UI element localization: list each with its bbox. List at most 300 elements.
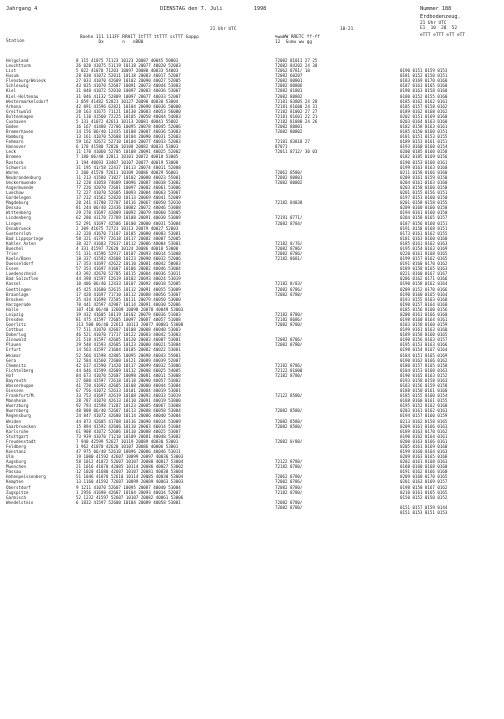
station-name: Saarbruecken bbox=[6, 423, 36, 429]
soil-row: 0185 0150 0160 0151 bbox=[400, 129, 448, 135]
station-name: Leck bbox=[6, 149, 16, 155]
soil-row: 0181 0163 0160 0160 bbox=[400, 235, 448, 241]
station-name: Emden bbox=[6, 124, 19, 130]
synop-row: 72182 8780/ bbox=[275, 464, 303, 470]
observation-row: 13 1160 41592 72607 10099 20089 40063 53003 bbox=[76, 479, 184, 485]
soil-row: 0199 0160 0164 0163 bbox=[400, 449, 448, 455]
soil-row: 0150 0152 0150 0152 bbox=[400, 494, 448, 500]
synop-row: 72122 8780/ bbox=[275, 459, 303, 465]
soil-row: 0191 0160 0170 0162 bbox=[400, 261, 448, 267]
data-column-header: Boehe 111 111FF RRHIT 1tTTT ttTTT ssTTT Gappp bbox=[80, 35, 199, 40]
synop-row: 72182 8681/ bbox=[275, 256, 303, 262]
synop-row: 72182 8686/ bbox=[275, 316, 303, 322]
station-name: Hannover bbox=[6, 144, 26, 150]
station-name: Arkona bbox=[6, 103, 21, 109]
station-names bbox=[6, 58, 76, 505]
station-name: Fichtelberg bbox=[6, 367, 34, 373]
observation-row: 73 939 41070 71210 10109 20081 40048 53002 bbox=[76, 433, 181, 439]
soil-row: 0200 0185 0160 0158 bbox=[400, 149, 448, 155]
soil-row: 0183 0158 0160 0159 bbox=[400, 322, 448, 328]
synop-row: 72082 80801 bbox=[275, 78, 303, 84]
synop-row: 72062 8781/ 10 bbox=[275, 68, 310, 74]
station-name: Angermuende bbox=[6, 184, 34, 190]
observation-row: 11 213 41580 71827 10102 20080 40023 55001 bbox=[76, 174, 181, 180]
soil-temperatures bbox=[400, 58, 500, 515]
station-name: Bad Salzuflen bbox=[6, 276, 39, 282]
station-name: Regensburg bbox=[6, 413, 31, 419]
station-name: Schleswig bbox=[6, 83, 29, 89]
observation-row: 6 1832 41597 52600 10104 20089 40058 53001 bbox=[76, 499, 181, 505]
soil-row: 0190 0165 0163 0152 bbox=[400, 372, 448, 378]
right-time: 21 Uhr UTC bbox=[420, 21, 447, 26]
synop-row: 72182 8/76/ bbox=[275, 240, 303, 246]
soil-row: 0205 0161 0169 0160 bbox=[400, 443, 448, 449]
soil-row: 0199 0163 0163 0160 bbox=[400, 164, 448, 170]
observation-row: 17 353 41697 42622 10110 20081 40042 50003 bbox=[76, 261, 181, 267]
observation-row: 47 975 06/40 52610 10096 20086 40046 53011 bbox=[76, 449, 181, 455]
station-name: Augsburg bbox=[6, 459, 26, 465]
observation-row: 51 1046 41070 52610 10114 20085 40030 53004 bbox=[76, 474, 184, 480]
synop-row: 72082 8780/ bbox=[275, 504, 303, 510]
synop-row: 72191 8771/ bbox=[275, 215, 303, 221]
observation-time: 21 Uhr UTC bbox=[210, 27, 237, 32]
station-name: Dessau bbox=[6, 205, 21, 211]
observation-row: 42 091 41596 62821 10104 20090 40036 50000 bbox=[76, 103, 181, 109]
soil-row: 0213 0162 0158 0165 bbox=[400, 418, 448, 424]
station-name: Zugspitze bbox=[6, 489, 29, 495]
synop-row: 72181 83818 27 bbox=[275, 139, 310, 145]
station-name: Nuernberg bbox=[6, 408, 29, 414]
soil-row: 0189 0158 0165 0163 bbox=[400, 266, 448, 272]
synop-row: 72082 8786/ bbox=[275, 337, 303, 343]
station-name: Kiel bbox=[6, 88, 16, 94]
synop-row: 72062 8580/ bbox=[275, 169, 303, 175]
soil-row: 0194 0161 0160 0150 bbox=[400, 210, 448, 216]
station-name: Weiden bbox=[6, 418, 21, 424]
station-name: Kempten bbox=[6, 479, 24, 485]
station-name: Cuxhaven bbox=[6, 118, 26, 124]
station-name: Wendelstein bbox=[6, 499, 34, 505]
station-name: List bbox=[6, 68, 16, 74]
observation-row: 33 753 41697 42619 10108 20092 40033 53019 bbox=[76, 393, 181, 399]
station-name: Gardelegen bbox=[6, 195, 31, 201]
soil-row: 0182 0185 0169 0156 bbox=[400, 154, 448, 160]
observation-row: 18 337 41592 42608 10123 20090 40032 52006 bbox=[76, 256, 181, 262]
observation-row: 31 046 41132 52809 10097 20077 40033 52007 bbox=[76, 93, 181, 99]
synop-row: 72082 8/80/ bbox=[275, 438, 303, 444]
soil-row: 0185 0156 0160 0156 bbox=[400, 306, 448, 312]
soil-row: 0193 0158 0158 0163 bbox=[400, 377, 448, 383]
synop-row: 72082 80806 bbox=[275, 83, 303, 89]
station-name: Braunlage bbox=[6, 291, 29, 297]
soil-row: 0190 0162 0166 0162 bbox=[400, 357, 448, 363]
station-column-header: Station bbox=[6, 39, 25, 44]
observation-row: 81 475 41597 72605 10097 20087 40057 51008 bbox=[76, 316, 181, 322]
observation-row: 14 156 06/40 12435 10108 20087 40036 53003 bbox=[76, 129, 181, 135]
observation-row: 38 327 41683 72637 10112 20086 40004 53001 bbox=[76, 240, 181, 246]
station-name: Dresden bbox=[6, 316, 24, 322]
observation-row: 57 353 41697 41607 10106 20082 40046 53004 bbox=[76, 266, 181, 272]
soil-row: 0183 0169 0170 0160 bbox=[400, 78, 448, 84]
station-name: Erfurt bbox=[6, 347, 21, 353]
soil-row: 0202 0151 0169 0160 bbox=[400, 113, 448, 119]
observation-row: 92 793 41598 71207 10123 20085 40067 53008 bbox=[76, 403, 181, 409]
observation-row: 45 425 41680 52615 10112 20091 40055 53009 bbox=[76, 286, 181, 292]
station-name: Ulm bbox=[6, 454, 14, 460]
station-name: Gera bbox=[6, 357, 16, 363]
synop-row: 72082 8786/ bbox=[275, 245, 303, 251]
soil-row: 0189 0153 0161 0151 bbox=[400, 139, 448, 145]
report-date: DIENSTAG den 7. Juli 1998 bbox=[160, 6, 267, 12]
station-name: Trier bbox=[6, 250, 19, 256]
station-name: Guetersloh bbox=[6, 230, 31, 236]
synop-row: 72182 8780/ bbox=[275, 372, 303, 378]
observation-row: 46 521 41070 71717 10122 20083 40042 53003 bbox=[76, 332, 181, 338]
synop-row: 72182 81880 24 26 bbox=[275, 118, 318, 124]
soil-row: 0190 0163 0158 0160 bbox=[400, 88, 448, 94]
synop-row: 72082 8780/ bbox=[275, 322, 303, 328]
observation-row: 21 1016 41070 42005 10114 20086 40027 53002 bbox=[76, 464, 184, 470]
soil-row: 0189 0158 0160 0165 bbox=[400, 332, 448, 338]
soil-row: 0199 0161 0163 0160 bbox=[400, 327, 448, 333]
station-name: Kiel-Holtenau bbox=[6, 93, 39, 99]
station-name: Kassel bbox=[6, 281, 21, 287]
observation-row: 12 220 41058 74609 10096 20087 40038 53002 bbox=[76, 179, 181, 185]
synop-row: 72122 8580/ bbox=[275, 393, 303, 399]
soil-row: 0209 0160 0170 0165 bbox=[400, 474, 448, 480]
soil-row: 0184 0151 0165 0169 bbox=[400, 352, 448, 358]
observation-row: 32 320 41670 71107 10105 20080 40003 53001 bbox=[76, 230, 181, 236]
observation-row: 9 1211 41070 52607 10095 20087 40040 53004 bbox=[76, 484, 181, 490]
synop-row: 72082 8780/ bbox=[275, 484, 303, 490]
station-name: Leipzig bbox=[6, 311, 24, 317]
synop-row: 72082 8780/ bbox=[275, 342, 303, 348]
synop-row: 72082 80802 bbox=[275, 179, 303, 185]
synop-row: 72082 81801 bbox=[275, 88, 303, 94]
station-name: Wasserkuppe bbox=[6, 383, 34, 388]
synop-row: 72082 8580/ bbox=[275, 423, 303, 429]
station-name: Luedenscheid bbox=[6, 271, 36, 277]
station-name: Neubrandenburg bbox=[6, 174, 41, 180]
soil-row: 0187 0163 0165 0160 bbox=[400, 83, 448, 89]
station-name: Brocken bbox=[6, 296, 24, 302]
soil-row: 0185 0155 0160 0154 bbox=[400, 393, 448, 399]
observation-row: 21 518 41597 42605 10120 20083 40007 53001 bbox=[76, 337, 181, 343]
observation-row: 77 226 42070 72601 10097 20082 40061 53006 bbox=[76, 184, 181, 190]
data-column-subheader: Dx n nBB0 bbox=[80, 40, 144, 45]
observation-row: 5 131 41072 42613 10113 20081 40041 55002 bbox=[76, 118, 179, 124]
observation-row: 61 908 41072 52606 10110 20088 40025 53007 bbox=[76, 428, 181, 434]
station-name: Essen bbox=[6, 266, 19, 272]
station-name: Halle bbox=[6, 306, 19, 312]
soil-row: 0198 0158 0167 0162 bbox=[400, 484, 448, 490]
station-name: Westermarkelsdorf bbox=[6, 98, 49, 104]
synop-row: 72182 81002 27 27 bbox=[275, 108, 318, 114]
soil-row: 0203 0158 0160 0150 bbox=[400, 184, 448, 190]
station-name: Garmisch bbox=[6, 494, 26, 500]
observation-row: 35 434 41698 72505 10111 20079 40050 53000 bbox=[76, 296, 181, 302]
observation-row: 72 227 41070 52605 10093 20084 40063 53007 bbox=[76, 190, 181, 196]
soil-row: 0197 0153 0160 0150 bbox=[400, 195, 448, 201]
soil-row: 0184 0153 0160 0163 bbox=[400, 367, 448, 373]
observation-row: 113 508 06/40 22613 10113 20077 40081 53000 bbox=[76, 322, 184, 328]
station-name: Hohenpeissenberg bbox=[6, 474, 46, 480]
observation-row: 12 584 41560 72600 10121 20089 40039 52007 bbox=[76, 357, 181, 363]
soil-row: 0201 0158 0158 0155 bbox=[400, 200, 448, 206]
station-name: Helgoland bbox=[6, 58, 29, 63]
soil-row: 0195 0154 0163 0169 bbox=[400, 245, 448, 251]
station-name: Zinnwald bbox=[6, 337, 26, 343]
observation-row: 43 035 41070 52607 10091 20073 40044 53003 bbox=[76, 83, 181, 89]
synop-row: 72011 8712/ 30 03 bbox=[275, 149, 318, 155]
station-name: Doberlug bbox=[6, 332, 26, 338]
station-name: Magdeburg bbox=[6, 200, 29, 206]
observation-row: 39 432 41605 10119 10102 20079 40036 51003 bbox=[76, 311, 181, 317]
soil-row: 0189 0162 0168 0162 bbox=[400, 108, 448, 114]
observation-row: 41 720 41692 42605 10108 20080 40044 53004 bbox=[76, 383, 181, 388]
observation-row: 3 194 40693 33407 10107 20077 40019 53008 bbox=[76, 159, 179, 165]
station-name: Kahler Asten bbox=[6, 240, 36, 246]
soil-row: 0195 0152 0162 0160 bbox=[400, 403, 448, 409]
soil-row: 0190 0151 0159 0153 bbox=[400, 68, 448, 74]
soil-row: 0198 0154 0167 0164 bbox=[400, 347, 448, 353]
observation-row: 19 1000 41592 42607 10099 20097 40036 53003 bbox=[76, 454, 184, 460]
station-name: Osnabrueck bbox=[6, 225, 31, 231]
synop-row: 72122 81000 bbox=[275, 367, 303, 373]
synop-row: 72082 60207 bbox=[275, 73, 303, 79]
soil-row: 0201 0163 0169 0157 bbox=[400, 479, 448, 485]
station-name: Lindenberg bbox=[6, 215, 31, 221]
station-name: Ueckermuende bbox=[6, 179, 36, 185]
station-name: Karlsruhe bbox=[6, 428, 29, 434]
synop-row: 72082 80802 bbox=[275, 129, 303, 135]
observation-row: 10 406 06/40 12433 10107 20092 40018 52005 bbox=[76, 281, 181, 287]
observation-row: 8 115 41075 71123 10123 20087 40045 50003 bbox=[76, 58, 179, 63]
soil-row: 0188 0150 0161 0160 bbox=[400, 388, 448, 394]
station-name: Greifswald bbox=[6, 108, 31, 114]
soil-row: 0199 0157 0162 0165 bbox=[400, 256, 448, 262]
observation-row: 6 170 41580 72820 10108 20082 40033 53003 bbox=[76, 144, 179, 150]
synop-row: 72082 8786/ bbox=[275, 479, 303, 485]
observation-row: 43 392 42670 52705 10115 20084 40036 53011 bbox=[76, 271, 181, 277]
station-name: Schwerin bbox=[6, 164, 26, 170]
observation-row: 44 873 42605 41708 10116 20090 40014 53009 bbox=[76, 418, 181, 424]
observation-row: 58 1012 41072 52607 10107 20080 40017 53004 bbox=[76, 459, 184, 465]
soil-row: 0204 0161 0163 0160 bbox=[400, 179, 448, 185]
soil-row: 0194 0157 0160 0159 bbox=[400, 413, 448, 419]
soil-row: 0191 0162 0166 0160 bbox=[400, 469, 448, 475]
observation-row: 20 241 41780 72707 10116 20067 40050 52010 bbox=[76, 200, 181, 206]
observation-row: 27 033 41070 42609 10102 20090 40027 52005 bbox=[76, 78, 181, 84]
soil-row: 0209 0163 0165 0160 bbox=[400, 454, 448, 460]
synop-column-header: %wwWW RRETC ff-ff bbox=[275, 35, 320, 40]
soil-row: 0182 0158 0163 0161 bbox=[400, 124, 448, 130]
soil-row: 0190 0153 0160 0161 bbox=[400, 159, 448, 165]
observation-row: 28 030 41072 52011 10118 20083 40017 52007 bbox=[76, 73, 181, 79]
observation-row: 107 418 06/40 12609 10098 20078 40049 53003 bbox=[76, 306, 184, 312]
station-name: Goettingen bbox=[6, 286, 31, 292]
station-name: Mannheim bbox=[6, 398, 26, 404]
station-name: Bremen bbox=[6, 154, 21, 160]
synop-row: 72082 8580/ bbox=[275, 418, 303, 424]
synop-row: 72182 8780/ bbox=[275, 311, 303, 317]
soil-row: 0206 0162 0171 0166 bbox=[400, 276, 448, 282]
volume-label: Jahrgang 4 bbox=[6, 6, 38, 12]
synop-row: 72181 81600 24 31 bbox=[275, 103, 318, 109]
observation-row: 70 441 42597 42907 10114 20091 40030 52006 bbox=[76, 301, 181, 307]
observation-row: 27 680 41597 72618 10118 20090 40057 53002 bbox=[76, 377, 181, 383]
synop-row: 72082 81011 27 25 bbox=[275, 58, 318, 63]
observation-row: 44 646 41599 42609 10112 20088 40025 54005 bbox=[76, 367, 181, 373]
soil-row: 0188 0160 0161 0155 bbox=[400, 398, 448, 404]
synop-row: 72182 8786/ bbox=[275, 362, 303, 368]
observation-row: 29 270 41697 42009 10092 20079 40060 53005 bbox=[76, 210, 181, 216]
observation-row: 4 331 41597 72620 10124 20086 40018 53000 bbox=[76, 245, 179, 251]
soil-column-header: eTTT eTTT eTT eTT bbox=[420, 33, 465, 38]
observation-row: 21 110 41560 72225 10105 20058 40044 54003 bbox=[76, 113, 181, 119]
soil-row: 0189 0163 0170 0162 bbox=[400, 428, 448, 434]
observation-row: 62 280 41170 72709 10108 20091 40030 53009 bbox=[76, 215, 181, 221]
soil-row: 0151 0157 0159 0144 bbox=[400, 504, 448, 510]
station-name: Cottbus bbox=[6, 327, 24, 333]
observation-row: 58 321 41797 72618 10117 20082 40007 52005 bbox=[76, 235, 181, 241]
station-name: Duesseldorf bbox=[6, 261, 34, 267]
observation-row: 31 040 41072 52010 10097 20083 40036 53007 bbox=[76, 88, 181, 94]
soil-row: 0211 0158 0166 0160 bbox=[400, 169, 448, 175]
soil-row: 0193 0155 0163 0160 bbox=[400, 296, 448, 302]
observation-row: 42 617 41590 71420 10117 20099 40032 53006 bbox=[76, 362, 181, 368]
station-name: Luechow bbox=[6, 190, 24, 196]
synop-row: 72082 8786/ bbox=[275, 286, 303, 292]
observation-row: 3 059 41482 52821 10127 20090 40030 53004 bbox=[76, 98, 179, 104]
station-name: Boltenhagen bbox=[6, 113, 34, 119]
observation-row: 1 2956 41698 42607 10104 20093 40034 52007 bbox=[76, 489, 181, 495]
soil-row: 0198 0160 0164 0161 bbox=[400, 316, 448, 322]
station-name: Wittenberg bbox=[6, 210, 31, 216]
soil-row: 0181 0152 0150 0151 bbox=[400, 73, 448, 79]
soil-row: 0191 0158 0168 0151 bbox=[400, 225, 448, 231]
station-name: Konstanz bbox=[6, 449, 26, 455]
observation-row: 16 167 41480 72706 10095 20078 40045 52006 bbox=[76, 124, 181, 130]
observation-row: 59 162 42672 52710 10104 20077 40033 52003 bbox=[76, 139, 181, 145]
station-name: Fehmarn bbox=[6, 139, 24, 145]
synop-column-subheader: 12 Sumu ww gg bbox=[275, 40, 313, 45]
observation-row: 5 022 41070 71203 10097 20080 40033 54003 bbox=[76, 68, 179, 74]
observation-row: 11 170 41060 52705 10108 20091 40025 52002 bbox=[76, 149, 181, 155]
observation-row: 31 195 41/58 22437 10113 20074 40011 52008 bbox=[76, 164, 181, 170]
observation-row: 52 1232 41597 52607 10107 20082 40061 53006 bbox=[76, 494, 184, 500]
synop-row: 72082 8780/ bbox=[275, 291, 303, 297]
station-name: Husum bbox=[6, 73, 19, 79]
synop-row: 72082 84202 24 30 bbox=[275, 63, 318, 69]
station-observations bbox=[76, 58, 272, 505]
observation-row: 15 894 41592 42606 10110 20083 40014 51004 bbox=[76, 423, 181, 429]
soil-row: 0190 0157 0164 0160 bbox=[400, 301, 448, 307]
synop-row: 72181 81601 22 21 bbox=[275, 113, 318, 119]
soil-row: 0187 0156 0160 0151 bbox=[400, 220, 448, 226]
soil-row: 0151 0153 0151 0153 bbox=[400, 509, 448, 515]
soil-row: 0195 0153 0163 0166 bbox=[400, 342, 448, 348]
station-name: Feldberg bbox=[6, 443, 26, 449]
soil-row: 0190 0158 0162 0164 bbox=[400, 281, 448, 287]
synop-row: 72082 80802 bbox=[275, 93, 303, 99]
synop-row: 72082 8580/ bbox=[275, 408, 303, 414]
soil-row: 0190 0162 0164 0161 bbox=[400, 433, 448, 439]
station-name: Hof bbox=[6, 372, 14, 378]
soil-row: 0173 0161 0162 0155 bbox=[400, 230, 448, 236]
observation-row: 28 787 41070 42613 10110 20091 40019 53000 bbox=[76, 398, 181, 404]
observation-row: 17 232 41562 52820 10113 20069 40041 52009 bbox=[76, 195, 181, 201]
soil-row: 0201 0155 0156 0151 bbox=[400, 190, 448, 196]
right-depths: E1 10 20 52 bbox=[420, 26, 458, 31]
soil-row: 0203 0161 0162 0163 bbox=[400, 408, 448, 414]
observation-row: 52 566 41598 42805 10095 20098 40043 55001 bbox=[76, 352, 181, 358]
observation-row: 3 962 41070 42620 10107 20086 40006 53001 bbox=[76, 443, 179, 449]
observation-row: 48 808 06/40 52607 10113 20088 40058 53004 bbox=[76, 408, 181, 414]
synop-row: 72182 84838 bbox=[275, 200, 303, 206]
station-name: Oberstdorf bbox=[6, 484, 31, 490]
soil-row: 0210 0161 0165 0165 bbox=[400, 489, 448, 495]
station-name: Koeln/Bonn bbox=[6, 256, 31, 262]
soil-row: 0185 0162 0162 0161 bbox=[400, 98, 448, 104]
synop-row: 72082 8786/ bbox=[275, 250, 303, 256]
station-name: Lingen bbox=[6, 220, 21, 226]
observation-row: 28 163 41675 71121 10130 20083 40053 56000 bbox=[76, 108, 181, 114]
observation-row: 13 161 41070 52608 10104 20090 40031 52003 bbox=[76, 134, 181, 140]
station-name: Weimar bbox=[6, 352, 21, 358]
soil-row: 0209 0160 0160 0150 bbox=[400, 205, 448, 211]
observation-row: 26 020 41075 51119 10118 20077 40020 52003 bbox=[76, 63, 181, 69]
synop-row: 87071 bbox=[275, 144, 288, 150]
synop-row: 72082 80801 bbox=[275, 174, 303, 180]
observation-row: 84 673 41070 52607 10098 20081 40011 53008 bbox=[76, 372, 181, 378]
soil-row: 0185 0161 0162 0163 bbox=[400, 240, 448, 246]
issue-number: Nummer 188 bbox=[420, 6, 452, 12]
soil-row: 0209 0161 0166 0163 bbox=[400, 423, 448, 429]
observation-row: 14 563 41597 21604 10105 20082 40022 53001 bbox=[76, 347, 181, 353]
soil-row: 0183 0156 0159 0158 bbox=[400, 383, 448, 388]
synop-row: 72062 8780/ bbox=[275, 474, 303, 480]
observation-row: 77 511 41070 42607 10108 20088 40040 53003 bbox=[76, 327, 181, 333]
observation-row: 17 428 41697 71710 10112 20088 40056 53007 bbox=[76, 291, 181, 297]
synop-groups bbox=[275, 58, 355, 510]
station-name: Passau bbox=[6, 469, 21, 475]
soil-row: 0202 0161 0168 0163 bbox=[400, 459, 448, 465]
station-name: Waren bbox=[6, 169, 19, 175]
soil-row: 0209 0152 0170 0166 bbox=[400, 286, 448, 292]
station-name: Wuerzburg bbox=[6, 403, 29, 409]
soil-row: 0180 0152 0155 0160 bbox=[400, 93, 448, 99]
observation-row: 51 331 41596 52917 10107 20093 40014 51008 bbox=[76, 250, 181, 256]
observation-row: 67 756 41072 52633 10101 20084 40019 53001 bbox=[76, 388, 181, 394]
soil-row: 0200 0161 0166 0160 bbox=[400, 311, 448, 317]
soil-row: 0193 0160 0160 0154 bbox=[400, 144, 448, 150]
synop-row: 72082 8780/ bbox=[275, 499, 303, 505]
observation-row: 7 940 42599 52627 10119 20089 40030 53001 bbox=[76, 438, 179, 444]
synop-row: 72182 8/83/ bbox=[275, 281, 303, 287]
station-name: Muenchen bbox=[6, 464, 26, 470]
station-name: Bremerhaven bbox=[6, 129, 34, 135]
soil-row: 0203 0164 0163 0160 bbox=[400, 118, 448, 124]
soil-row: 0220 0161 0168 0165 bbox=[400, 250, 448, 256]
observation-period: 18-21 bbox=[340, 27, 354, 32]
station-name: Freudenstadt bbox=[6, 438, 36, 444]
station-name: Chemnitz bbox=[6, 362, 26, 368]
soil-row: 0190 0156 0163 0157 bbox=[400, 337, 448, 343]
station-name: Buechel bbox=[6, 245, 24, 251]
synop-row: 72082 8784/ bbox=[275, 220, 303, 226]
station-name: Plauen bbox=[6, 342, 21, 348]
